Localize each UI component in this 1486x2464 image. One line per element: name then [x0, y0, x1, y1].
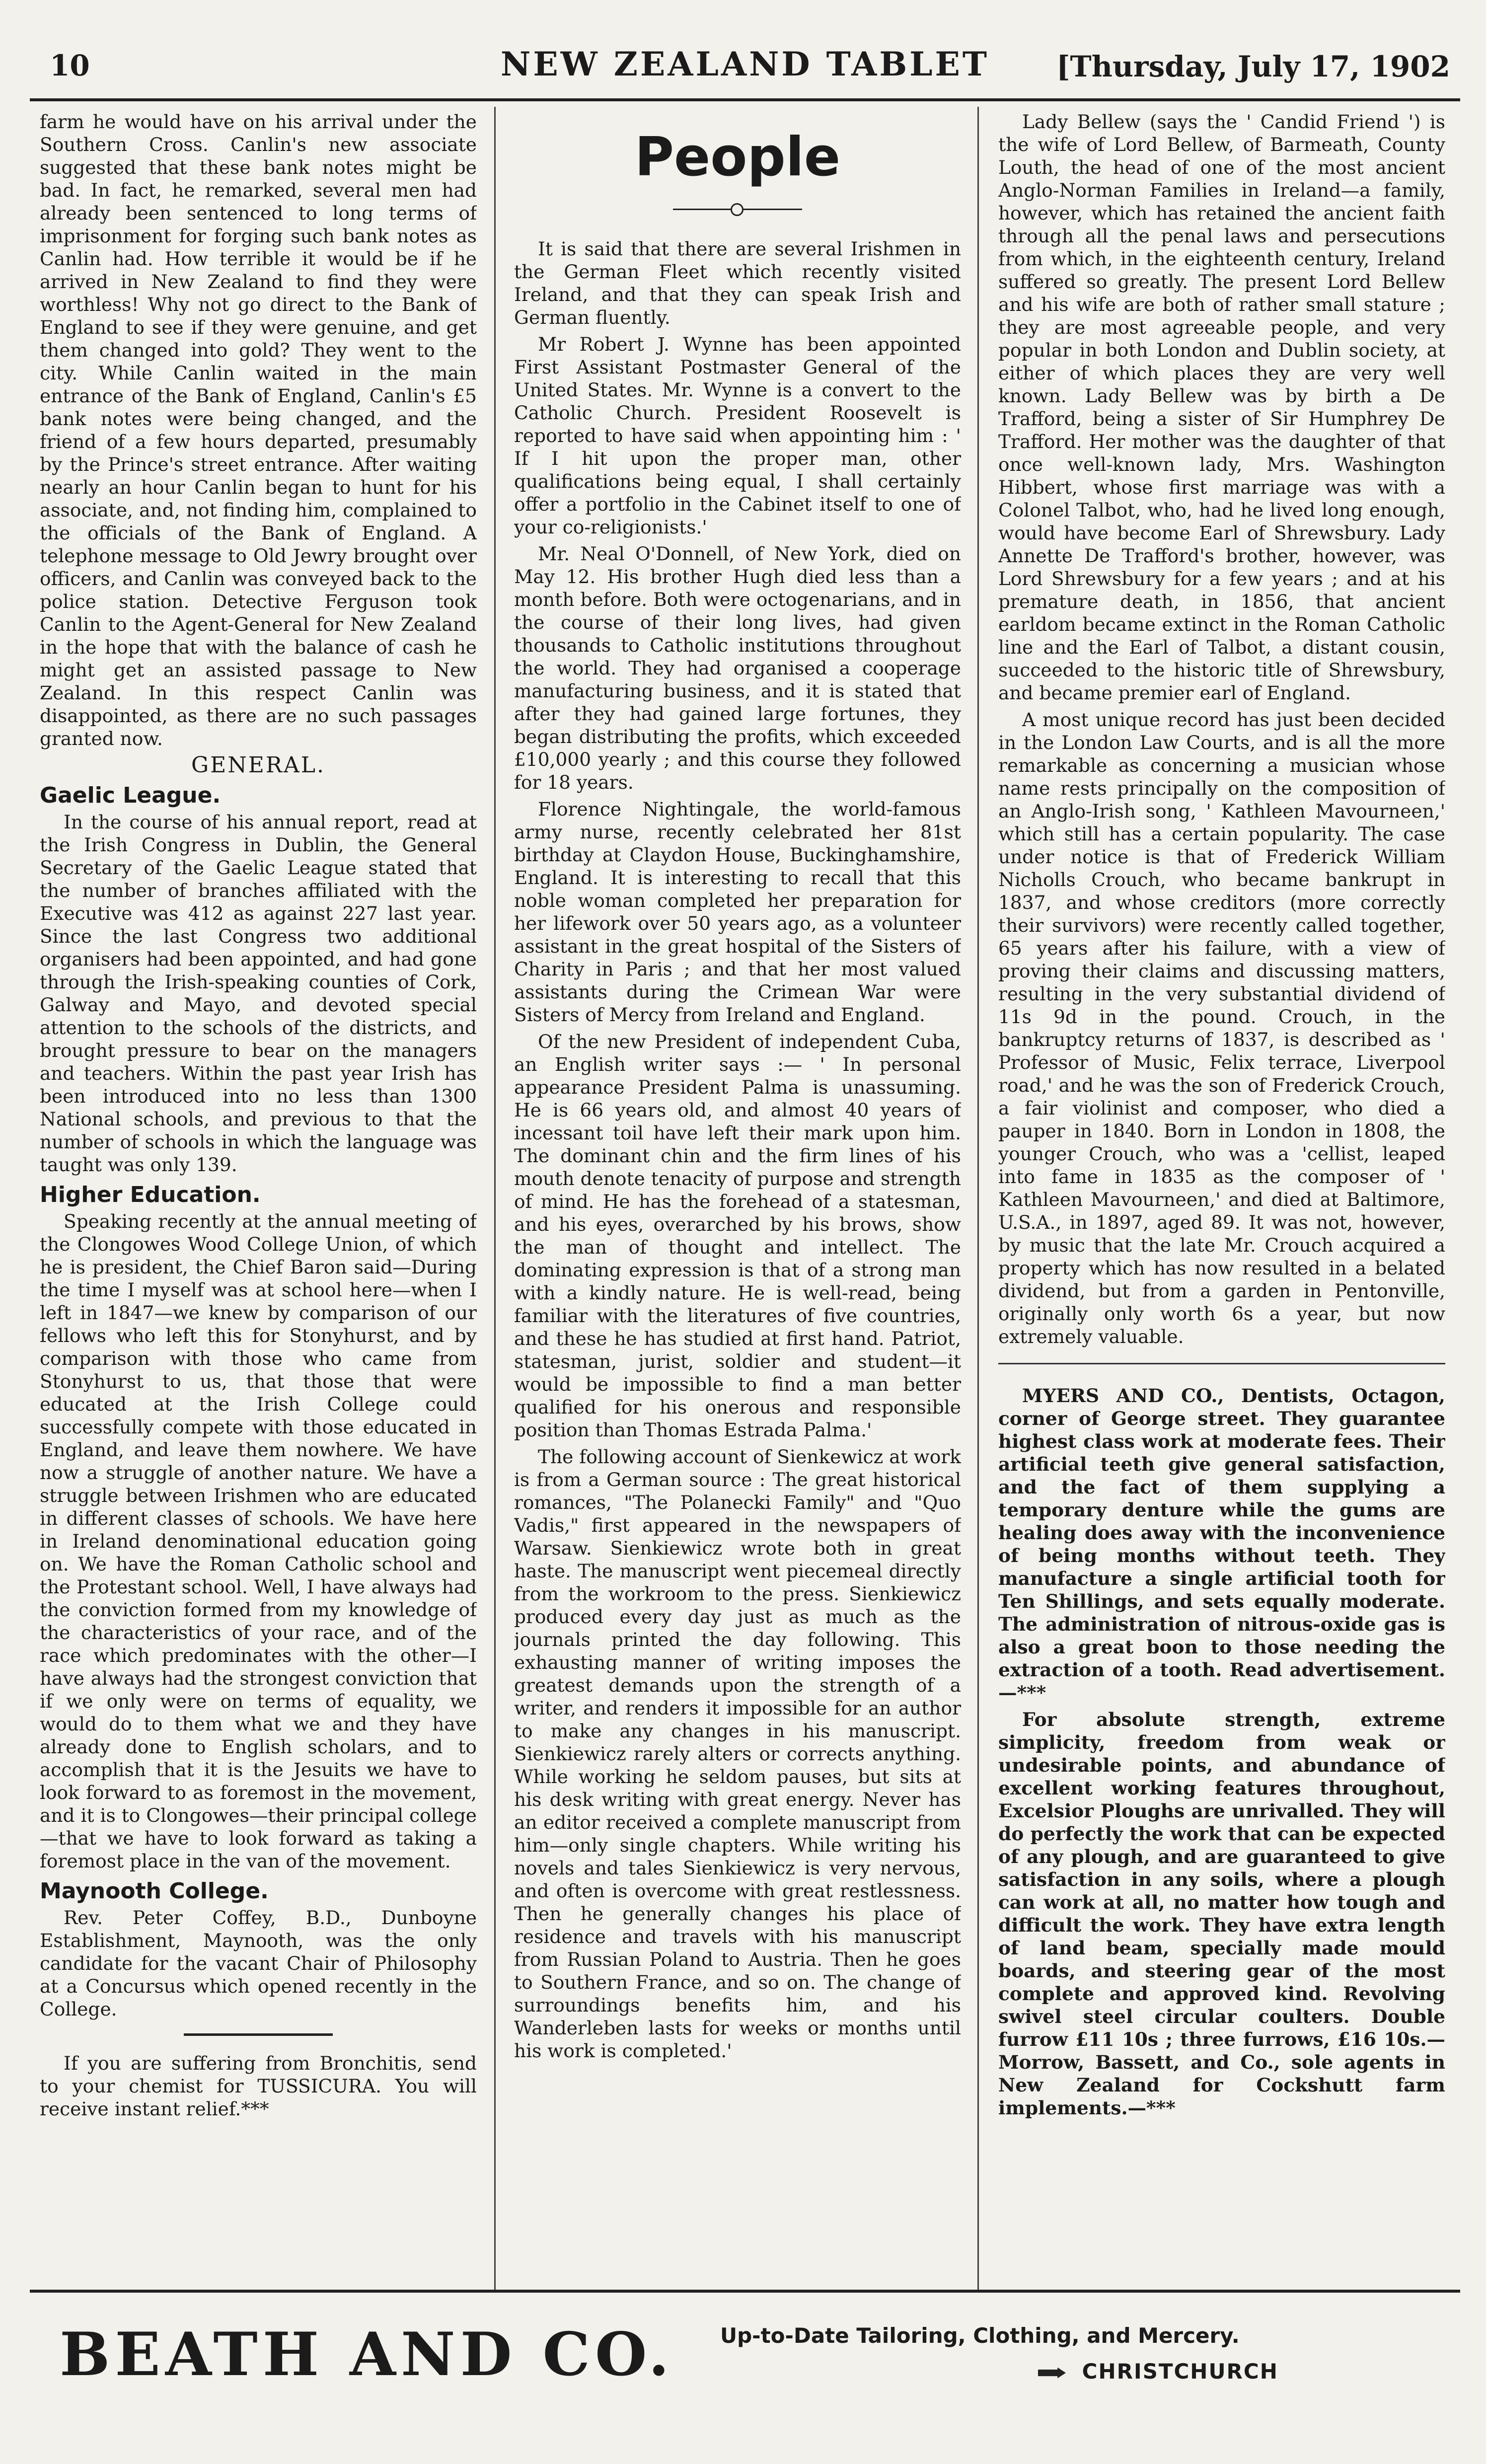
article-paragraph: Mr Robert J. Wynne has been appointed First Assistant Postmaster General of the United States. Mr. Wynne is a convert to the Catholic Church. President Roosevelt is reported to have said when appointing him : ' If I hit upon the proper man, other qualifications being equal, I shall certainly offer a portfolio in the Cabinet itself to one of your co-religionists.': [514, 333, 961, 538]
section-title-people: People: [634, 126, 841, 188]
page-number: 10: [50, 49, 90, 82]
column-divider: [977, 107, 979, 2290]
column-divider: [494, 107, 496, 2290]
article-paragraph: Of the new President of independent Cuba, an English writer says :— ' In personal appearance President Palma is unassuming. He is 66 years old, and almost 40 years of incessant toil have left their mark upon him. The dominant chin and the firm lines of his mouth denote tenacity of purpose and strength of mind. He has the forehead of a statesman, and his eyes, overarched by his brows, show the man of thought and intellect. The dominating expression is that of a strong man with a kindly nature. He is well-read, being familiar with the literatures of five countries, and these he has studied at first hand. Patriot, statesman, jurist, soldier and student—it would be impossible to find a man better qualified for his onerous and responsible position than Thomas Estrada Palma.': [514, 1031, 961, 1441]
subheading-maynooth-college: Maynooth College.: [40, 1878, 269, 1904]
footer-tagline: Up-to-Date Tailoring, Clothing, and Mercery.: [720, 2323, 1240, 2348]
page-header: [30, 20, 1460, 99]
footer-city: [1038, 2359, 1278, 2384]
pointing-hand-icon: [1038, 2368, 1066, 2379]
column-left: [40, 110, 477, 2286]
article-paragraph: In the course of his annual report, read at the Irish Congress in Dublin, the General Secretary of the Gaelic League stated that the number of branches affiliated with the Executive was 412 as against 227 last year. Since the last Congress two additional organisers had been appointed, and had gone through the Irish-speaking counties of Cork, Galway and Mayo, and devoted special attention to the schools of the districts, and brought pressure to bear on the managers and teachers. Within the past year Irish has been introduced into no less than 1300 National schools, and previous to that the number of schools in which the language was taught was only 139.: [40, 811, 477, 1176]
masthead-title: NEW ZEALAND TABLET: [501, 45, 989, 83]
article-paragraph: A most unique record has just been decided in the London Law Courts, and is all the more remarkable as concerning a musician whose name rests principally on the composition of an Anglo-Irish song, ' Kathleen Mavourneen,' which still has a certain popularity. The case under notice is that of Frederick William Nicholls Crouch, who became bankrupt in 1837, and whose creditors (more correctly their survivors) were recently called together, 65 years after his failure, with a view of proving their claims and discussing matters, resulting in the very substantial dividend of 11s 9d in the pound. Crouch, in the bankruptcy returns of 1837, is described as ' Professor of Music, Felix terrace, Liverpool road,' and he was the son of Frederick Crouch, a fair violinist and composer, who died a pauper in 1840. Born in London in 1808, the younger Crouch, who was a 'cellist, leaped into fame in 1835 as the composer of ' Kathleen Mavourneen,' and died at Baltimore, U.S.A., in 1897, aged 89. It was not, however, by music that the late Mr. Crouch acquired a property which has now resulted in a belated dividend, but from a garden in Pentonville, originally only worth 6s a year, but now extremely valuable.: [998, 709, 1445, 1347]
footer-city-label: CHRISTCHURCH: [1082, 2359, 1278, 2384]
myers-advertisement: MYERS AND CO., Dentists, Octagon, corner of George street. They guarantee highest class work at moderate fees. Their artificial teeth give general satisfaction, and the fact of them supplying a temporary denture while the gums are healing does away with the inconvenience of being months without teeth. They manufacture a single artificial tooth for Ten Shillings, and sets equally moderate. The administration of nitrous-oxide gas is also a great boon to those needing the extraction of a tooth. Read advertisement.—***: [998, 1385, 1445, 1704]
subheading-higher-education: Higher Education.: [40, 1182, 261, 1207]
divider: [184, 2033, 333, 2036]
advertisements: [998, 1384, 1445, 2119]
tussicura-advertisement: If you are suffering from Bronchitis, send to your chemist for TUSSICURA. You will receive instant relief.***: [40, 2052, 477, 2120]
article-paragraph: farm he would have on his arrival under the Southern Cross. Canlin's new associate suggested that these bank notes might be bad. In fact, he remarked, several men had already been sentenced to long terms of imprisonment for forging such bank notes as Canlin had. How terrible it would be if he arrived in New Zealand to find they were worthless! Why not go direct to the Bank of England to see if they were genuine, and get them changed into gold? They went to the city. While Canlin waited in the main entrance of the Bank of England, Canlin's £5 bank notes were being changed, and the friend of a few hours departed, presumably by the Prince's street entrance. After waiting nearly an hour Canlin began to hunt for his associate, and, not finding him, complained to the officials of the Bank of England. A telephone message to Old Jewry brought over officers, and Canlin was conveyed back to the police station. Detective Ferguson took Canlin to the Agent-General for New Zealand in the hope that with the balance of cash he might get an assisted passage to New Zealand. In this respect Canlin was disappointed, as there are no such passages granted now.: [40, 111, 477, 749]
article-paragraph: Rev. Peter Coffey, B.D., Dunboyne Establishment, Maynooth, was the only candidate for the vacant Chair of Philosophy at a Concursus which opened recently in the College.: [40, 1907, 477, 2020]
article-paragraph: Mr. Neal O'Donnell, of New York, died on May 12. His brother Hugh died less than a month before. Both were octogenarians, and in the course of their long lives, had given thousands to Catholic institutions throughout the world. They had organised a cooperage manufacturing business, and it is stated that after they had gained large fortunes, they began distributing the profits, which exceeded £10,000 yearly ; and this course they followed for 18 years.: [514, 543, 961, 793]
article-paragraph: It is said that there are several Irishmen in the German Fleet which recently visited Ireland, and that they can speak Irish and German fluently.: [514, 238, 961, 328]
article-paragraph: Speaking recently at the annual meeting of the Clongowes Wood College Union, of which he is president, the Chief Baron said—During the time I myself was at school here—when I left in 1847—we knew by comparison of our fellows who left this for Stonyhurst, and by comparison with those who came from Stonyhurst to us, that those that were educated at the Irish College could successfully compete with those educated in England, and leave them nowhere. We have now a struggle of another nature. We have a struggle between Irishmen who are educated in different classes of schools. We have here in Ireland denominational education going on. We have the Roman Catholic school and the Protestant school. Well, I have always had the conviction formed from my knowledge of the characteristics of your race, and of the race which predominates with the other—I have always had the strongest conviction that if we only were on terms of equality, we would do to them what we and they have already done to English scholars, and to accomplish that it is the Jesuits we have to look forward to as foremost in the movement, and it is to Clongowes—their principal college—that we have to look forward as taking a foremost place in the van of the movement.: [40, 1210, 477, 1872]
subheading-gaelic-league: Gaelic League.: [40, 783, 221, 808]
footer-rule: [30, 2290, 1460, 2293]
section-rule: [998, 1363, 1445, 1364]
ornament-divider: [673, 200, 802, 220]
footer-advertisement: [30, 2300, 1460, 2429]
issue-date: [Thursday, July 17, 1902: [1056, 50, 1450, 83]
column-middle: [514, 110, 961, 2286]
section-heading-general: GENERAL.: [191, 752, 325, 778]
header-rule: [30, 98, 1460, 101]
article-paragraph: Florence Nightingale, the world-famous army nurse, recently celebrated her 81st birthday at Claydon House, Buckinghamshire, England. It is interesting to recall that this noble woman completed her preparation for her lifework over 50 years ago, as a volunteer assistant in the great hospital of the Sisters of Charity in Paris ; and that her most valued assistants during the Crimean War were Sisters of Mercy from Ireland and England.: [514, 798, 961, 1026]
excelsior-ploughs-advertisement: For absolute strength, extreme simplicity, freedom from weak or undesirable points, and abundance of excellent working features throughout, Excelsior Ploughs are unrivalled. They will do perfectly the work that can be expected of any plough, and are guaranteed to give satisfaction in any soils, where a plough can work at all, no matter how tough and difficult the work. They have extra length of land beam, specially made mould boards, and steering gear of the most complete and approved kind. Revolving swivel steel circular coulters. Double furrow £11 10s ; three furrows, £16 10s.—Morrow, Bassett, and Co., sole agents in New Zealand for Cockshutt farm implements.—***: [998, 1709, 1445, 2119]
footer-brand: BEATH AND CO.: [60, 2319, 674, 2389]
article-paragraph: The following account of Sienkewicz at work is from a German source : The great historical romances, "The Polanecki Family" and "Quo Vadis," first appeared in the newspapers of Warsaw. Sienkiewicz wrote both in great haste. The manuscript went piecemeal directly from the workroom to the press. Sienkiewicz produced every day just as much as the journals printed the day following. This exhausting manner of writing imposes the greatest demands upon the strength of a writer, and renders it impossible for an author to make any changes in his manuscript. Sienkiewicz rarely alters or corrects anything. While working he seldom pauses, but sits at his desk writing with great energy. Never has an editor received a complete manuscript from him—only single chapters. While writing his novels and tales Sienkiewicz is very nervous, and often is overcome with great restlessness. Then he generally changes his place of residence and travels with his manuscript from Russian Poland to Austria. Then he goes to Southern France, and so on. The change of surroundings benefits him, and his Wanderleben lasts for weeks or months until his work is completed.': [514, 1446, 961, 2062]
column-right: [998, 110, 1445, 2286]
article-paragraph: Lady Bellew (says the ' Candid Friend ') is the wife of Lord Bellew, of Barmeath, County Louth, the head of one of the most ancient Anglo-Norman Families in Ireland—a family, however, which has retained the ancient faith through all the penal laws and persecutions from which, in the eighteenth century, Ireland suffered so greatly. The present Lord Bellew and his wife are both of rather small stature ; they are most agreeable people, and very popular in both London and Dublin society, at either of which places they are very well known. Lady Bellew was by birth a De Trafford, being a sister of Sir Humphrey De Trafford. Her mother was the daughter of that once well-known lady, Mrs. Washington Hibbert, whose first marriage was with a Colonel Talbot, who, had he lived long enough, would have become Earl of Shrewsbury. Lady Annette De Trafford's brother, however, was Lord Shrewsbury for a few years ; and at his premature death, in 1856, that ancient earldom became extinct in the Roman Catholic line and the Earl of Talbot, a distant cousin, succeeded to the historic title of Shrewsbury, and became premier earl of England.: [998, 111, 1445, 704]
